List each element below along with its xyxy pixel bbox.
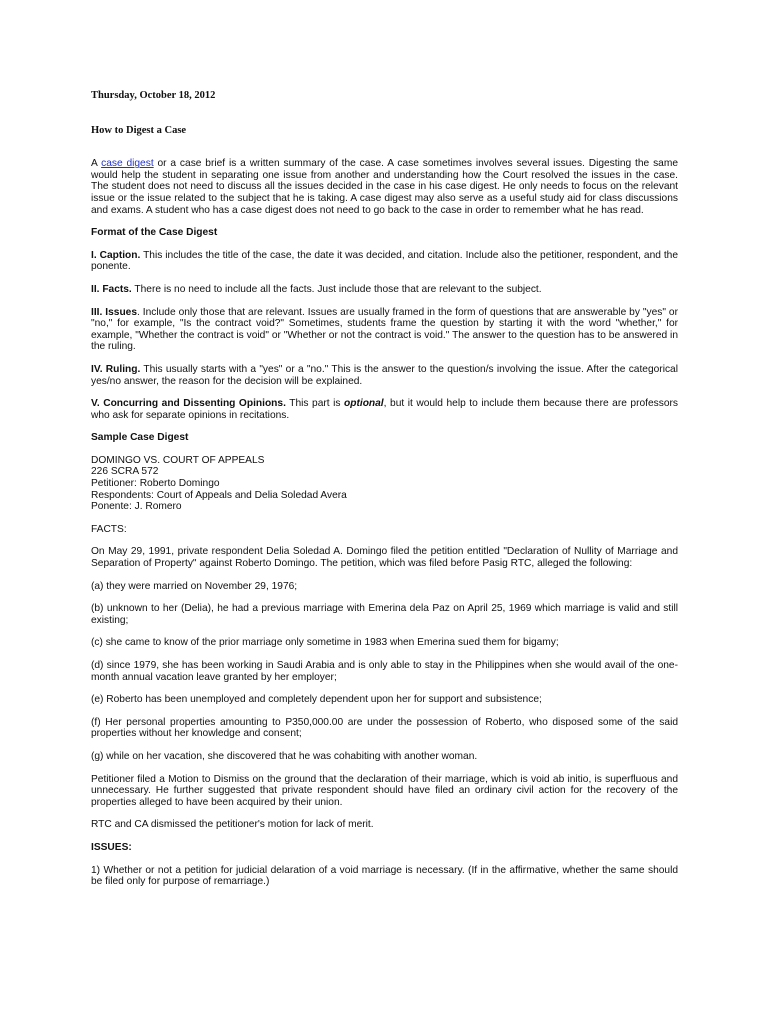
format-item-text: This usually starts with a "yes" or a "no." This is the answer to the question/s involving the issue. After the categorical yes/no answer, the reason for the decision will be explained. — [91, 363, 678, 387]
facts-allegation: (d) since 1979, she has been working in Saudi Arabia and is only able to stay in the Philippines when she would avail of the one-month annual vacation leave granted by her employer; — [91, 660, 678, 683]
case-ponente: Ponente: J. Romero — [91, 501, 182, 513]
issue-item: 1) Whether or not a petition for judicial delaration of a void marriage is necessary. (If in the affirmative, whether the same should be filed only for purpose of remarriage.) — [91, 864, 678, 888]
format-item-text: This part is — [285, 398, 345, 410]
post-title: How to Digest a Case — [91, 124, 187, 136]
format-item-facts — [91, 284, 678, 296]
format-item-caption — [91, 250, 678, 273]
case-digest-link[interactable]: case digest — [101, 158, 154, 170]
facts-allegation: (a) they were married on November 29, 1976; — [91, 580, 298, 592]
format-item-text: This includes the title of the case, the date it was decided, and citation. Include also the petitioner, respondent, and the ponente. — [91, 249, 678, 273]
format-item-label: V. Concurring and Dissenting Opinions. — [91, 398, 286, 410]
post-date: Thursday, October 18, 2012 — [91, 90, 216, 101]
facts-allegation: (b) unknown to her (Delia), he had a previous marriage with Emerina dela Paz on April 25, 1969 which marriage is valid and still existing; — [91, 603, 678, 626]
facts-label: FACTS: — [91, 523, 127, 535]
facts-paragraph: Petitioner filed a Motion to Dismiss on the ground that the declaration of their marriage, which is void ab initio, is superfluous and unnecessary. He further suggested that private respondent should have filed an ordinary civil action for the recovery of the properties alleged to have been acquired by their union. — [91, 773, 678, 808]
case-respondents: Respondents: Court of Appeals and Delia Soledad Avera — [91, 489, 347, 501]
facts-allegation: (e) Roberto has been unemployed and completely dependent upon her for support and subsistence; — [91, 694, 542, 706]
facts-paragraph: RTC and CA dismissed the petitioner's motion for lack of merit. — [91, 819, 374, 831]
document-body — [91, 90, 678, 899]
intro-paragraph — [91, 158, 678, 216]
format-item-label: III. Issues — [91, 306, 137, 318]
format-item-label: I. Caption. — [91, 249, 141, 261]
facts-paragraph: On May 29, 1991, private respondent Delia Soledad A. Domingo filed the petition entitled "Declaration of Nullity of Marriage and Separation of Property" against Roberto Domingo. The petition, which was filed before Pasig RTC, alleged the following: — [91, 546, 678, 570]
intro-text: or a case brief is a written summary of the case. A case sometimes involves several issues. Digesting the same would help the student in separating one issue from another and understanding how the Court resolved the issues in the case. The student does not need to discuss all the issues decided in the case in his case digest. He only needs to focus on the relevant issue or the issue related to the subject that he is taking. A case digest may also serve as a useful study aid for class discussions and exams. A student who has a case digest does not need to go back to the case in order to remember what he has read. — [91, 158, 678, 216]
facts-allegation: (c) she came to know of the prior marriage only sometime in 1983 when Emerina sued them for bigamy; — [91, 637, 559, 649]
issues-heading: ISSUES: — [91, 841, 132, 853]
sample-heading: Sample Case Digest — [91, 432, 189, 444]
facts-allegation: (g) while on her vacation, she discovered that he was cohabiting with another woman. — [91, 750, 478, 762]
format-item-opinions — [91, 398, 678, 421]
format-item-ruling — [91, 364, 678, 387]
case-citation: 226 SCRA 572 — [91, 466, 159, 478]
case-title: DOMINGO VS. COURT OF APPEALS — [91, 454, 265, 466]
format-item-text: There is no need to include all the facts. Just include those that are relevant to the subject. — [131, 283, 542, 295]
format-item-text: . Include only those that are relevant. Issues are usually framed in the form of questions that are answerable by "yes" or "no," for example, "Is the contract void?" Sometimes, students frame the question by starting it with the word "whether," for example, "Whether the contract is void" or "Whether or not the contract is void." The answer to the question has to be answered in the ruling. — [91, 306, 678, 353]
format-item-issues — [91, 307, 678, 353]
facts-allegation: (f) Her personal properties amounting to P350,000.00 are under the possession of Roberto, who disposed some of the said properties without her knowledge and consent; — [91, 716, 678, 740]
format-item-label: II. Facts. — [91, 283, 132, 295]
case-caption — [91, 455, 678, 513]
intro-prefix: A — [91, 158, 102, 170]
format-item-label: IV. Ruling. — [91, 363, 141, 375]
format-heading: Format of the Case Digest — [91, 227, 218, 239]
case-petitioner: Petitioner: Roberto Domingo — [91, 478, 220, 490]
optional-emphasis: optional — [344, 398, 384, 410]
format-item-text: , but it would help to include them because there are professors who ask for separate opinions in recitations. — [91, 398, 678, 421]
